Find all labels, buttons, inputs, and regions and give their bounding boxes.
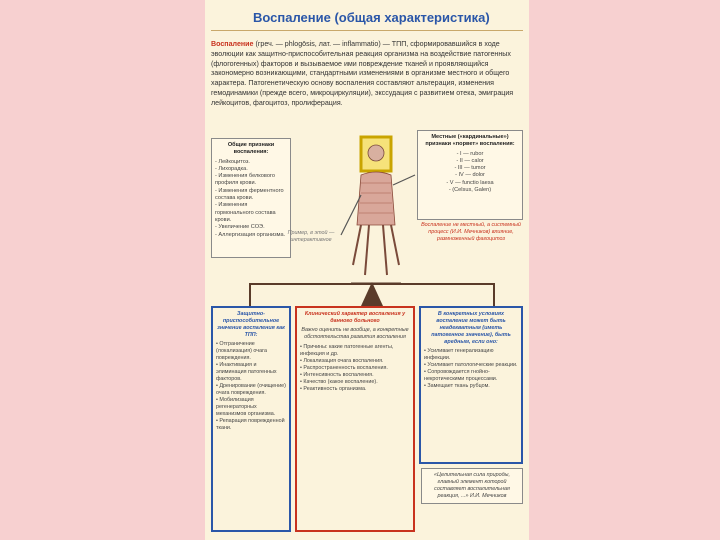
harmful-heading: В конкретных условиях воспаление может быть неадекватным (иметь патогенное значение), быть вредным, если оно: [431,311,511,345]
list-item: • Замещает ткань рубцом. [424,383,518,390]
mechnikov-quote: «Целительная сила природы, главный элемент которой составляет воспалительная реакция, ...» И.И. Мечников [421,468,523,504]
clinical-subheading: Важно оценить не вообще, а конкретные обстоятельства развития воспаления [301,327,409,340]
list-item: - Изменения ферментного состава крови. [215,188,287,203]
intro-text: (греч. — phlogōsis, лат. — inflammatio) — ТПП, сформировавшийся в ходе эволюции как защитно-приспособительная реакция организма на воздействие патогенных (флогогенных) факторов и вызываемое ими повреждение тканей и проявляющийся закономерно возникающими, стандартными изменениями в организме местного и общего характера. Патогенетическую основу воспаления составляют альтерация, изменения гемодинамики (прежде всего, микроциркуляции), экссудация с развитием отека, эмиграция лейкоцитов, фагоцитоз, пролиферация. [211,40,514,107]
list-item: - Лейкоцитоз. [215,159,287,166]
clinical-heading: Клинический характер воспаления у данного больного [304,311,406,324]
list-item: • Репарация поврежденной ткани. [216,418,286,432]
list-item: • Усиливает патологические реакции. [424,362,518,369]
intro-term: Воспаление [211,40,254,48]
clinical-box [295,306,415,532]
note-right: Воспаление не местный, а системный процесс (И.И. Мечников) влияние, размноженный фагоцитоз [421,222,521,242]
connector-left [249,283,251,306]
local-signs-heading: Местные («кардинальные») признаки «порвет» воспаления: [425,134,515,148]
list-item: • Отграничение (локализация) очага повреждения. [216,341,286,362]
clinical-list [300,344,410,393]
connector-right [493,283,495,306]
protective-heading: Защитно-приспособительное значение воспаления как ТПП: [217,311,285,338]
list-item: • Сопровождается гнойно-некротическими процессами. [424,369,518,383]
list-item: • Дренирование (очищение) очага повреждения. [216,383,286,397]
list-item: - Изменения белкового профиля крови. [215,173,287,188]
list-item: - I — rubor [421,151,519,158]
title-divider [211,30,523,31]
connector-pyramid-icon [361,282,383,306]
note-left: Пример, в этой — интерактивное [287,230,335,243]
list-item: - (Celsus, Galen) [421,187,519,194]
list-item: • Усиливает генерализацию инфекции. [424,348,518,362]
list-item: - V — functio laesa [421,180,519,187]
armored-figure-icon [331,135,421,285]
local-signs-list [421,151,519,195]
list-item: - Увеличение СОЭ. [215,224,287,231]
protective-list [216,341,286,432]
protective-box [211,306,291,532]
list-item: • Причины: какие патогенные агенты, инфекция и др. [300,344,410,358]
page-title: Воспаление (общая характеристика) [253,10,490,25]
list-item: • Мобилизация регенераторных механизмов организма. [216,397,286,418]
harmful-list [424,348,518,390]
local-signs-box [417,130,523,220]
general-signs-box [211,138,291,258]
general-signs-heading: Общие признаки воспаления: [227,142,275,156]
list-item: - III — tumor [421,165,519,172]
list-item: - Лихорадка. [215,166,287,173]
list-item: • Качество (какое воспаление). [300,379,410,386]
intro-paragraph [211,40,523,109]
list-item: • Локализация очага воспаления. [300,358,410,365]
list-item: • Распространенность воспаления. [300,365,410,372]
list-item: - Изменения гормонального состава крови. [215,202,287,224]
general-signs-list [215,159,287,239]
harmful-box [419,306,523,464]
list-item: - IV — dolor [421,172,519,179]
list-item: - II — calor [421,158,519,165]
list-item: • Инактивация и элиминация патогенных факторов. [216,362,286,383]
list-item: • Реактивность организма. [300,386,410,393]
list-item: - Аллергизация организма. [215,232,287,239]
document-page [205,0,529,540]
list-item: • Интенсивность воспаления. [300,372,410,379]
